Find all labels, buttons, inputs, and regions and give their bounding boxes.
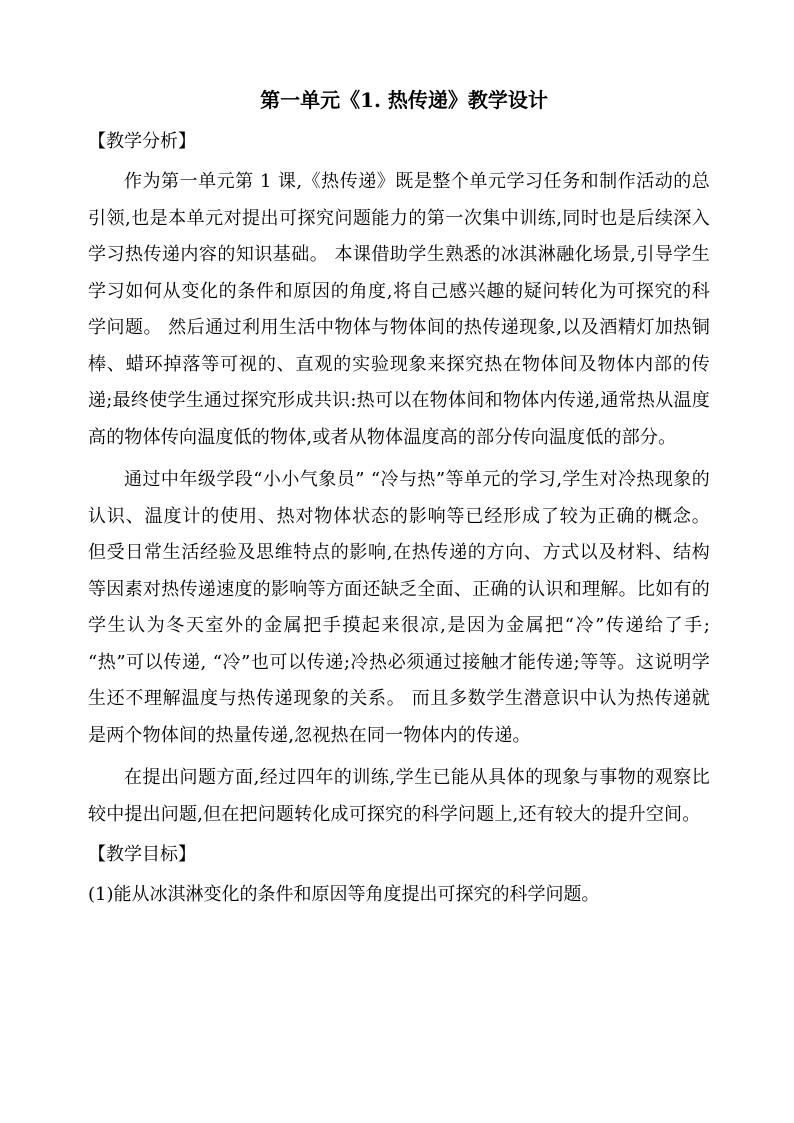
paragraph-student-background: 通过中年级学段“小小气象员” “冷与热”等单元的学习,学生对冷热现象的认识、温度计的使用、热对物体状态的影响等已经形成了较为正确的概念。 但受日常生活经验及思维特点的影响,在热传递的方向、方式以及材料、结构等因素对热传递速度的影响等方面还缺乏全面、正确的认识和理解。比如有的学生认为冬天室外的金属把手摸起来很凉,是因为金属把“冷”传递给了手; “热”可以传递, “冷”也可以传递;冷热必须通过接触才能传递;等等。这说明学生还不理解温度与热传递现象的关系。 而且多数学生潜意识中认为热传递就是两个物体间的热量传递,忽视热在同一物体内的传递。: [88, 469, 710, 746]
paragraph-course-overview: 作为第一单元第 1 课,《热传递》既是整个单元学习任务和制作活动的总引领,也是本单元对提出可探究问题能力的第一次集中训练,同时也是后续深入学习热传递内容的知识基础。 本课借助学生熟悉的冰淇淋融化场景,引导学生学习如何从变化的条件和原因的角度,将自己感兴趣的疑问转化为可探究的科学问题。 然后通过利用生活中物体与物体间的热传递现象,以及酒精灯加热铜棒、蜡环掉落等可视的、直观的实验现象来探究热在物体间及物体内部的传递;最终使学生通过探究形成共识:热可以在物体间和物体内传递,通常热从温度高的物体传向温度低的物体,或者从物体温度高的部分传向温度低的部分。: [88, 171, 710, 448]
section-teaching-analysis: [88, 126, 710, 833]
document-title: 第一单元《1. 热传递》教学设计: [260, 88, 548, 112]
objective-item: (1)能从冰淇淋变化的条件和原因等角度提出可探究的科学问题。: [88, 884, 600, 905]
section-heading-teaching-analysis: 【教学分析】: [88, 131, 196, 152]
paragraph-questioning-ability: 在提出问题方面,经过四年的训练,学生已能从具体的现象与事物的观察比较中提出问题,但在把问题转化成可探究的科学问题上,还有较大的提升空间。: [88, 767, 710, 825]
section-teaching-objectives: [88, 839, 710, 913]
section-heading-teaching-objectives: 【教学目标】: [88, 844, 196, 865]
